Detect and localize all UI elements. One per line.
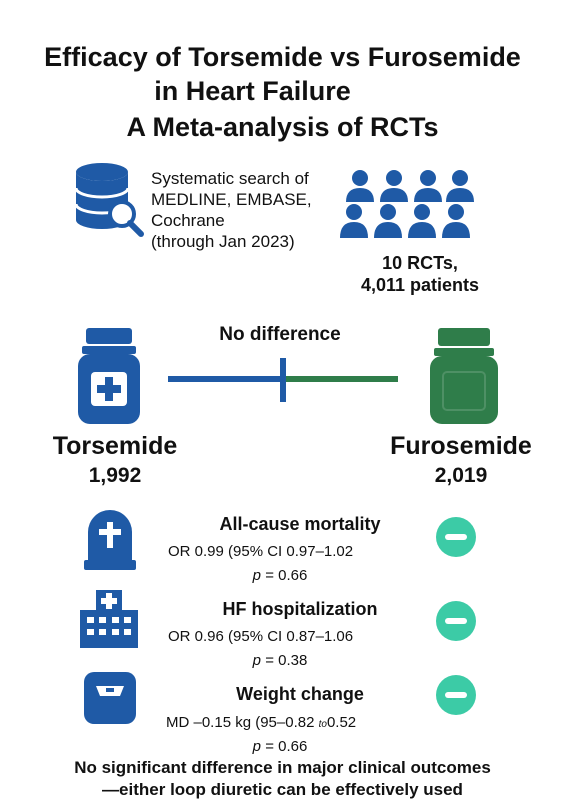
outcome-title: Weight change	[236, 684, 364, 704]
stat-to: to	[318, 719, 327, 730]
p-value: = 0.38	[265, 652, 308, 669]
no-difference-label: No difference	[219, 324, 341, 345]
torsemide-bottle-icon	[78, 328, 140, 424]
torsemide-count: 1,992	[88, 464, 142, 487]
trials-count: 10 RCTs,	[382, 253, 458, 273]
furosemide-name: Furosemide	[390, 432, 532, 460]
outcome-stat	[166, 714, 446, 731]
comparison-line	[168, 358, 398, 402]
p-label: p	[252, 567, 262, 584]
outcome-p-value	[180, 738, 380, 755]
minus-circle-icon	[436, 675, 476, 715]
minus-circle-icon	[436, 517, 476, 557]
conclusion-line-2: —either loop diuretic can be effectively used	[102, 780, 463, 799]
search-line: MEDLINE, EMBASE,	[151, 190, 312, 209]
title-line-1: Efficacy of Torsemide vs Furosemide	[44, 42, 521, 72]
tombstone-icon	[84, 508, 136, 570]
p-label: p	[252, 738, 262, 755]
title-line-3: A Meta-analysis of RCTs	[126, 112, 439, 142]
outcome-stat: OR 0.99 (95% CI 0.97–1.02	[168, 543, 354, 560]
database-search-icon	[74, 160, 146, 238]
stat-main: MD –0.15 kg (95–0.82	[166, 714, 319, 731]
outcome-p-value	[180, 652, 380, 669]
outcome-title: HF hospitalization	[222, 599, 378, 619]
trials-summary	[320, 252, 520, 296]
scale-icon	[84, 672, 136, 724]
p-value: = 0.66	[265, 567, 308, 584]
p-label: p	[252, 652, 262, 669]
title-line-2: in Heart Failure	[154, 76, 351, 106]
search-description	[151, 168, 312, 252]
stat-end: 0.52	[326, 714, 357, 731]
furosemide-count: 2,019	[434, 464, 488, 487]
hospital-icon	[80, 590, 138, 648]
search-line: (through Jan 2023)	[151, 232, 295, 251]
furosemide-bottle-icon	[430, 328, 498, 424]
patients-group-icon	[340, 168, 480, 240]
search-line: Systematic search of	[151, 169, 309, 188]
search-line: Cochrane	[151, 211, 225, 230]
p-value: = 0.66	[265, 738, 308, 755]
conclusion-line-1: No significant difference in major clinical outcomes	[74, 758, 491, 777]
minus-circle-icon	[436, 601, 476, 641]
outcome-stat: OR 0.96 (95% CI 0.87–1.06	[168, 628, 354, 645]
outcome-p-value	[180, 567, 380, 584]
outcome-title: All-cause mortality	[219, 514, 381, 534]
torsemide-name: Torsemide	[52, 432, 178, 460]
patients-count: 4,011 patients	[360, 275, 480, 295]
